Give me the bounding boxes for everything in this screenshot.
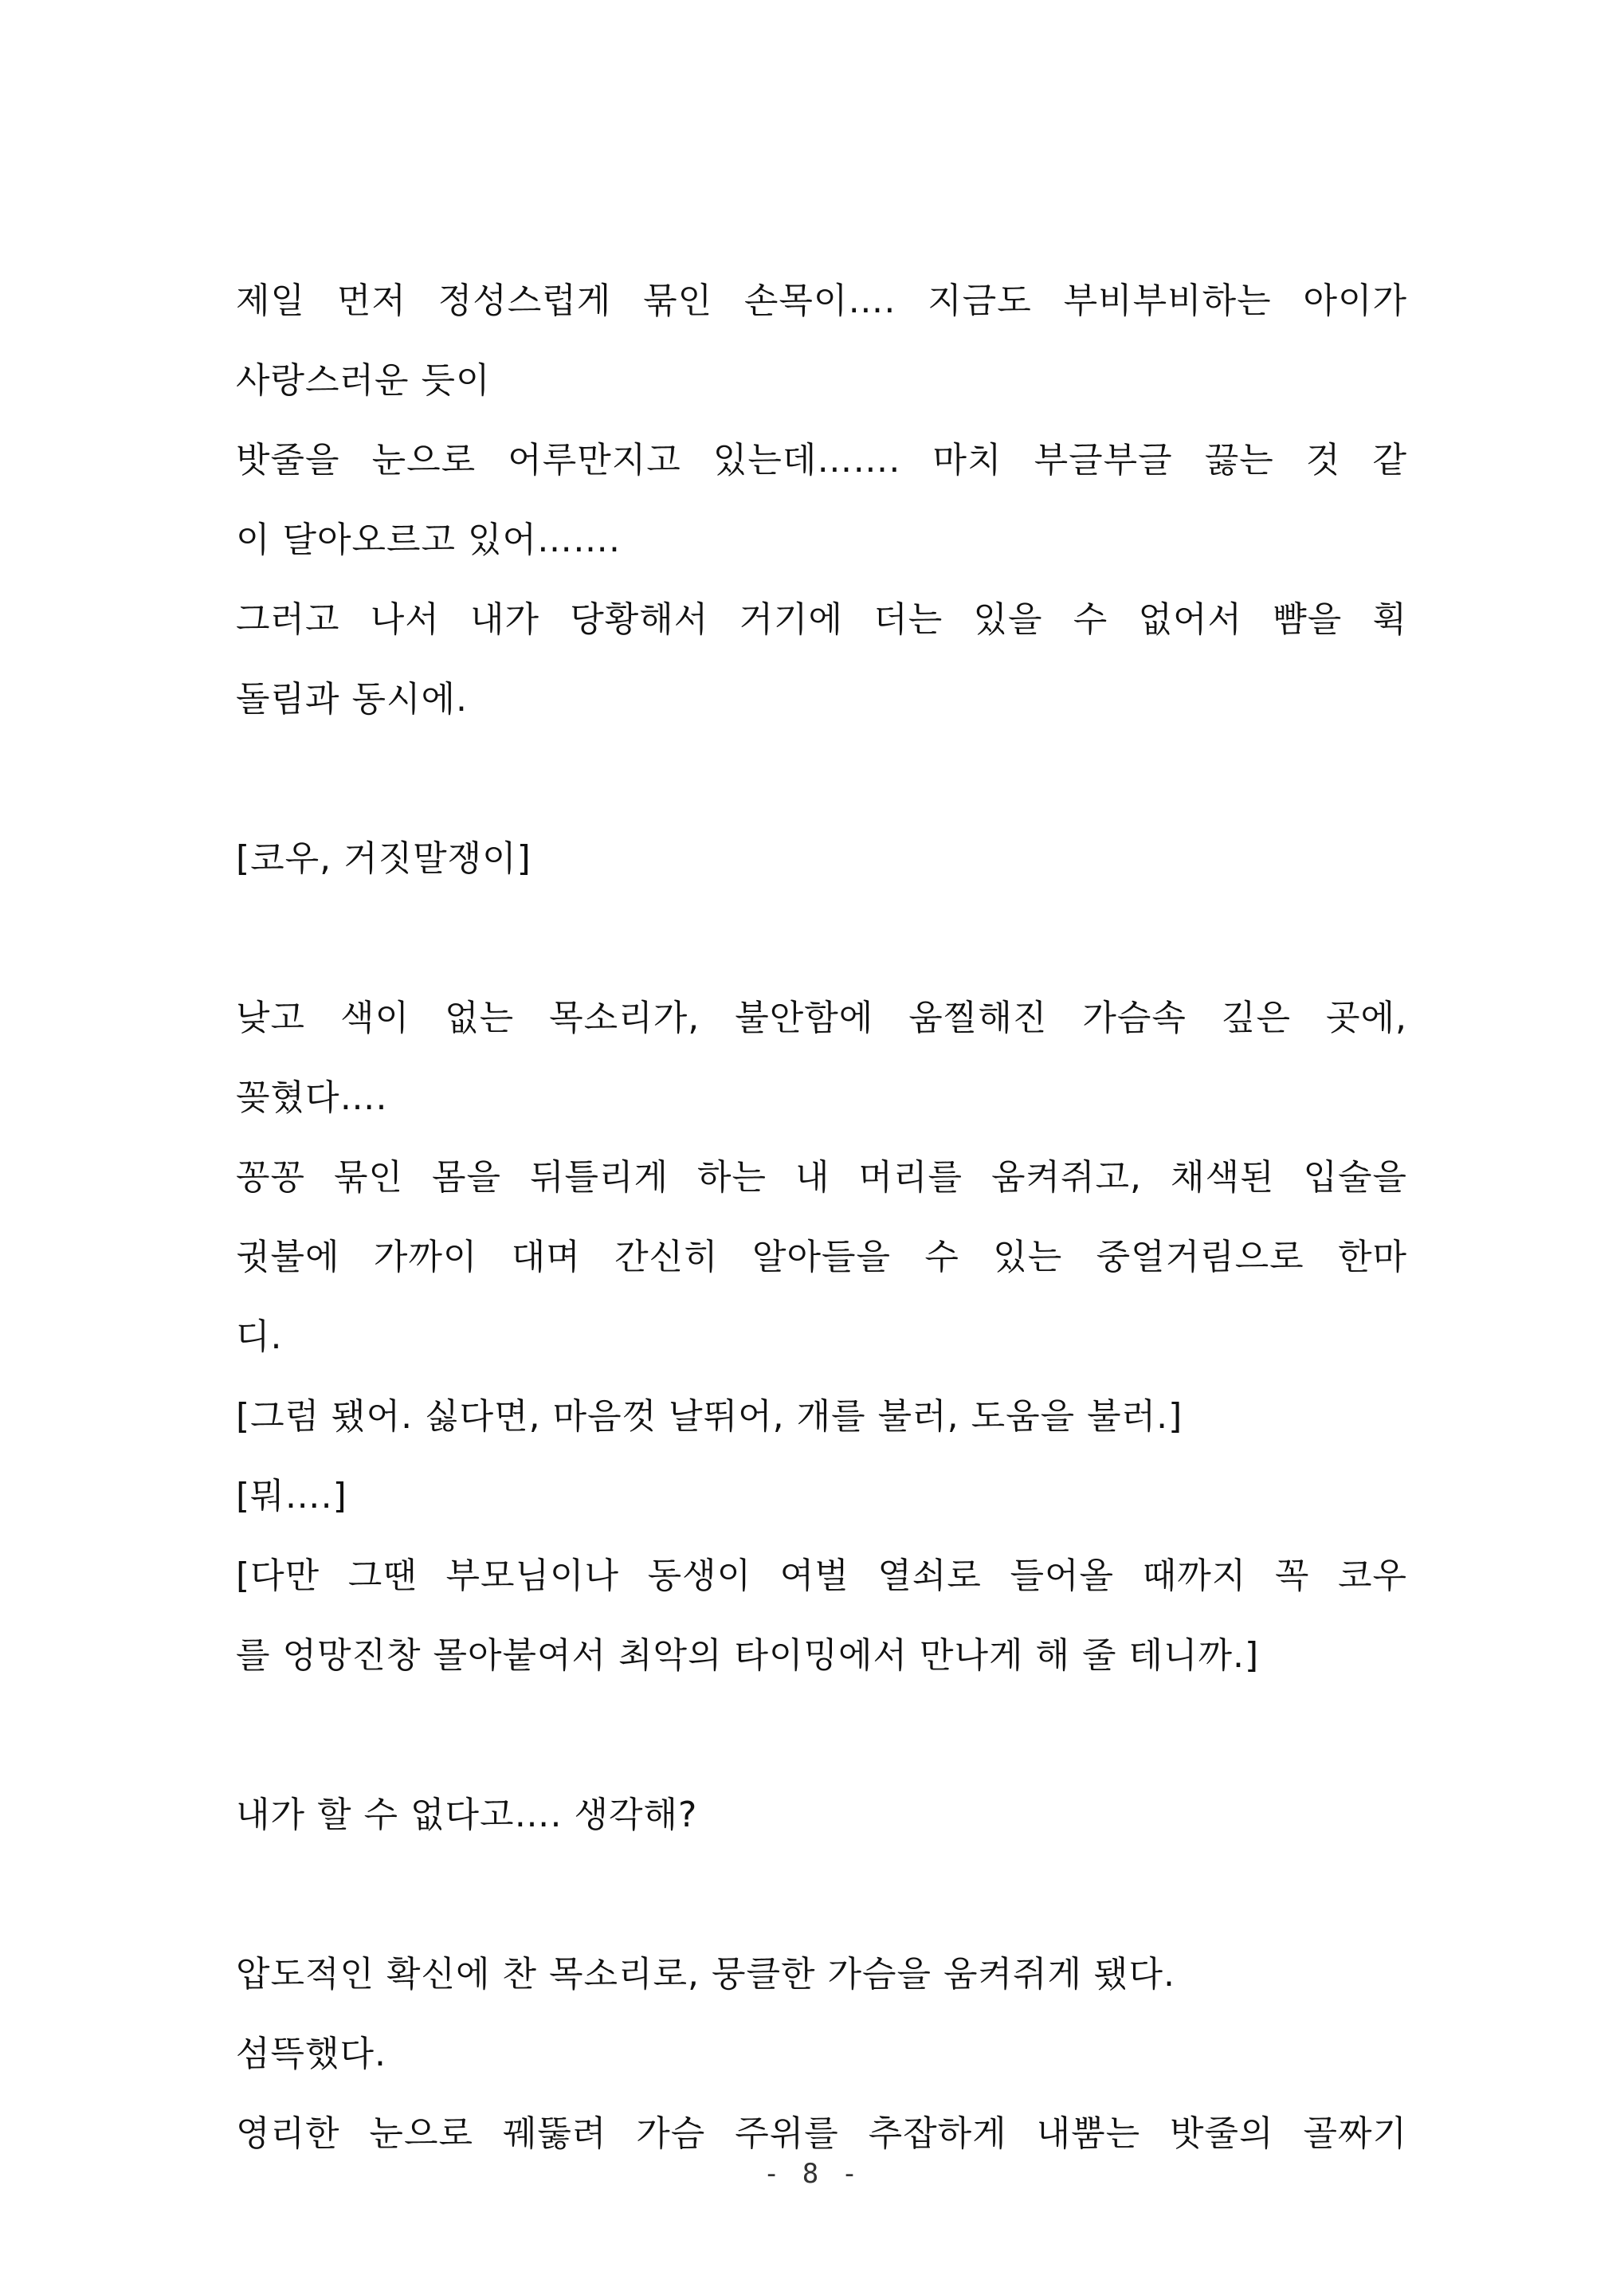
text-line: 밧줄을 눈으로 어루만지고 있는데……. 마치 부글부글 끓는 것 같	[236, 440, 1407, 481]
text-line: 꽂혔다….	[236, 1077, 388, 1118]
text-line: 그러고 나서 내가 당황해서 거기에 더는 있을 수 없어서 뺨을 휙	[236, 599, 1407, 640]
dialogue-line: [뭐….]	[236, 1476, 347, 1516]
dialogue-line: [다만 그땐 부모님이나 동생이 여벌 열쇠로 들어올 때까지 꼭 코우	[236, 1556, 1407, 1596]
text-line: 압도적인 확신에 찬 목소리로, 뭉클한 가슴을 움켜쥐게 됐다.	[236, 1954, 1175, 1995]
text-line: 꽁꽁 묶인 몸을 뒤틀리게 하는 내 머리를 움켜쥐고, 채색된 입술을	[236, 1157, 1407, 1198]
blank-line	[236, 740, 1407, 819]
text-line: 섬뜩했다.	[236, 2034, 387, 2074]
body-text	[236, 261, 1407, 2174]
blank-line	[236, 899, 1407, 979]
text-line: 내가 할 수 없다고…. 생각해?	[236, 1795, 698, 1835]
blank-line	[236, 1855, 1407, 1935]
text-line: 영리한 눈으로 꿰뚫려 가슴 주위를 추잡하게 내뿜는 밧줄의 골짜기	[236, 2113, 1407, 2154]
text-line: 이 달아오르고 있어…….	[236, 520, 621, 560]
text-line: 귓불에 가까이 대며 간신히 알아들을 수 있는 중얼거림으로 한마	[236, 1237, 1407, 1277]
text-line: 사랑스러운 듯이	[236, 360, 491, 401]
page-number: - 8 -	[763, 2158, 861, 2190]
dialogue-line: 를 엉망진창 몰아붙여서 최악의 타이밍에서 만나게 해 줄 테니까.]	[236, 1635, 1260, 1676]
text-line: 제일 먼저 정성스럽게 묶인 손목이…. 지금도 부비부비하는 아이가	[236, 280, 1407, 321]
text-line: 낮고 색이 없는 목소리가, 불안함에 움찔해진 가슴속 깊은 곳에,	[236, 998, 1407, 1038]
dialogue-line: [그럼 됐어. 싫다면, 마음껏 날뛰어, 개를 불러, 도움을 불러.]	[236, 1396, 1183, 1437]
blank-line	[236, 1696, 1407, 1775]
dialogue-line: [코우, 거짓말쟁이]	[236, 838, 532, 879]
text-line: 디.	[236, 1316, 283, 1357]
text-line: 돌림과 동시에.	[236, 679, 468, 720]
